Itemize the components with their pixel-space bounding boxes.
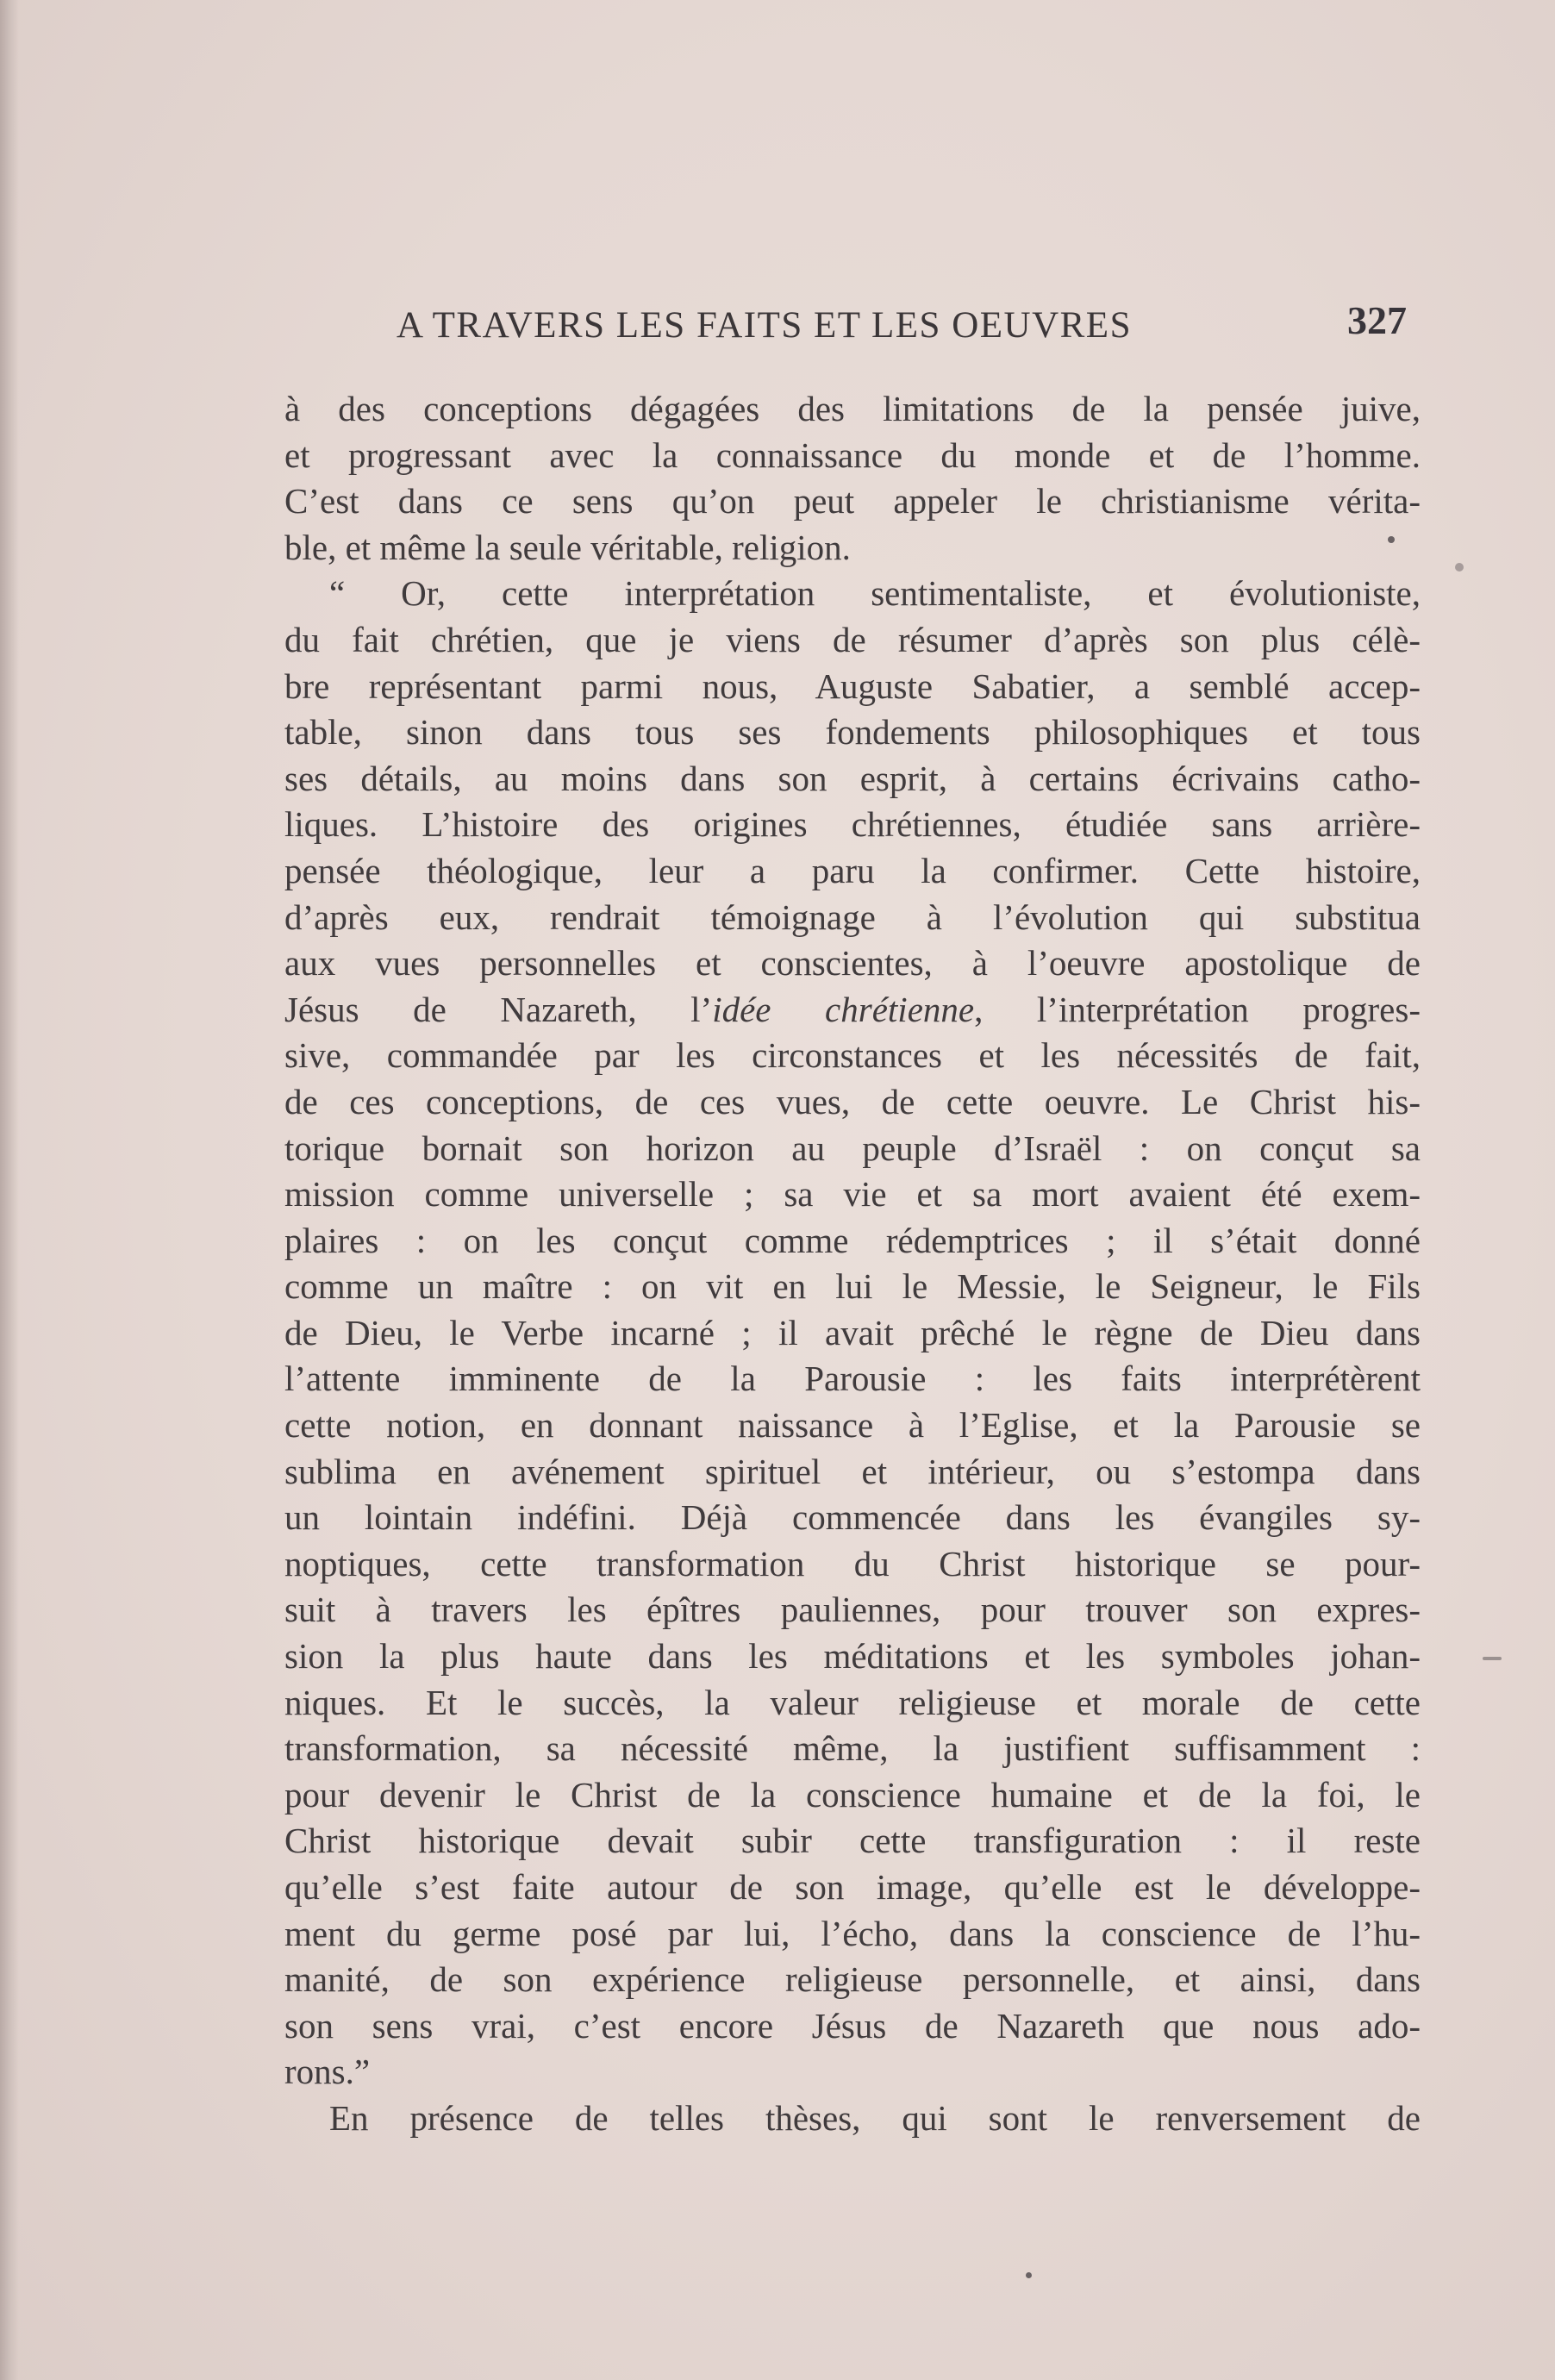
text-line: d’après eux, rendrait témoignage à l’évolution qui substitua	[284, 896, 1421, 937]
binding-edge	[0, 0, 19, 2380]
text-line: bre représentant parmi nous, Auguste Sabatier, a semblé accep-	[284, 665, 1421, 706]
text-line: Christ historique devait subir cette transfiguration : il reste	[284, 1821, 1421, 1861]
ink-speck	[1455, 563, 1464, 572]
text-line: et progressant avec la connaissance du monde et de l’homme.	[284, 434, 1421, 475]
body-text	[284, 386, 1421, 2142]
text-line: comme un maître : on vit en lui le Messie, le Seigneur, le Fils	[284, 1266, 1421, 1307]
text-line: manité, de son expérience religieuse personnelle, et ainsi, dans	[284, 1959, 1421, 2000]
text-line: En présence de telles thèses, qui sont le renversement de	[329, 2097, 1421, 2138]
ink-speck	[1483, 1657, 1502, 1660]
text-line: mission comme universelle ; sa vie et sa mort avaient été exem-	[284, 1174, 1421, 1215]
text-line: rons.”	[284, 2052, 371, 2092]
text-line: du fait chrétien, que je viens de résumer d’après son plus célè-	[284, 619, 1421, 659]
text-line: cette notion, en donnant naissance à l’Eglise, et la Parousie se	[284, 1405, 1421, 1446]
text-line: noptiques, cette transformation du Christ historique se pour-	[284, 1543, 1421, 1584]
text-line: ment du germe posé par lui, l’écho, dans la conscience de l’hu-	[284, 1913, 1421, 1953]
text-line: niques. Et le succès, la valeur religieuse et morale de cette	[284, 1682, 1421, 1722]
text-line: liques. L’histoire des origines chrétiennes, étudiée sans arrière-	[284, 804, 1421, 845]
text-line: sublima en avénement spirituel et intérieur, ou s’estompa dans	[284, 1451, 1421, 1491]
text-line: de Dieu, le Verbe incarné ; il avait prêché le règne de Dieu dans	[284, 1312, 1421, 1352]
italic-phrase: idée chrétienne	[712, 989, 975, 1029]
text-line: qu’elle s’est faite autour de son image, qu’elle est le développe-	[284, 1867, 1421, 1907]
text-line: ses détails, au moins dans son esprit, à certains écrivains catho-	[284, 758, 1421, 798]
text-line: table, sinon dans tous ses fondements philosophiques et tous	[284, 712, 1421, 753]
page-number: 327	[1347, 298, 1407, 342]
ink-speck	[1026, 2272, 1032, 2278]
running-head	[397, 297, 1407, 349]
text-line: sive, commandée par les circonstances et les nécessités de fait,	[284, 1035, 1421, 1076]
running-title: A TRAVERS LES FAITS ET LES OEUVRES	[397, 305, 1132, 346]
text-line: transformation, sa nécessité même, la justifient suffisamment :	[284, 1728, 1421, 1769]
text-line: pour devenir le Christ de la conscience humaine et de la foi, le	[284, 1774, 1421, 1815]
text-line: un lointain indéfini. Déjà commencée dans les évangiles sy-	[284, 1497, 1421, 1538]
text-line: plaires : on les conçut comme rédemptrices ; il s’était donné	[284, 1220, 1421, 1260]
ink-speck	[1388, 536, 1395, 543]
text-line: l’attente imminente de la Parousie : les faits interprétèrent	[284, 1359, 1421, 1399]
text-line: sion la plus haute dans les méditations et les symboles johan-	[284, 1636, 1421, 1677]
text-line: torique bornait son horizon au peuple d’Israël : on conçut sa	[284, 1128, 1421, 1168]
text-line: Jésus de Nazareth, l’idée chrétienne, l’interprétation progres-	[284, 989, 1421, 1029]
text-line: son sens vrai, c’est encore Jésus de Nazareth que nous ado-	[284, 2005, 1421, 2046]
text-line: pensée théologique, leur a paru la confirmer. Cette histoire,	[284, 850, 1421, 890]
text-line: à des conceptions dégagées des limitations de la pensée juive,	[284, 389, 1421, 428]
text-line: “ Or, cette interprétation sentimentaliste, et évolutioniste,	[329, 573, 1421, 614]
text-line: aux vues personnelles et conscientes, à l’oeuvre apostolique de	[284, 943, 1421, 984]
text-line: de ces conceptions, de ces vues, de cette oeuvre. Le Christ his-	[284, 1081, 1421, 1121]
text-line: suit à travers les épîtres pauliennes, pour trouver son expres-	[284, 1590, 1421, 1630]
text-line: ble, et même la seule véritable, religion.	[284, 527, 851, 567]
text-line: C’est dans ce sens qu’on peut appeler le christianisme vérita-	[284, 481, 1421, 522]
